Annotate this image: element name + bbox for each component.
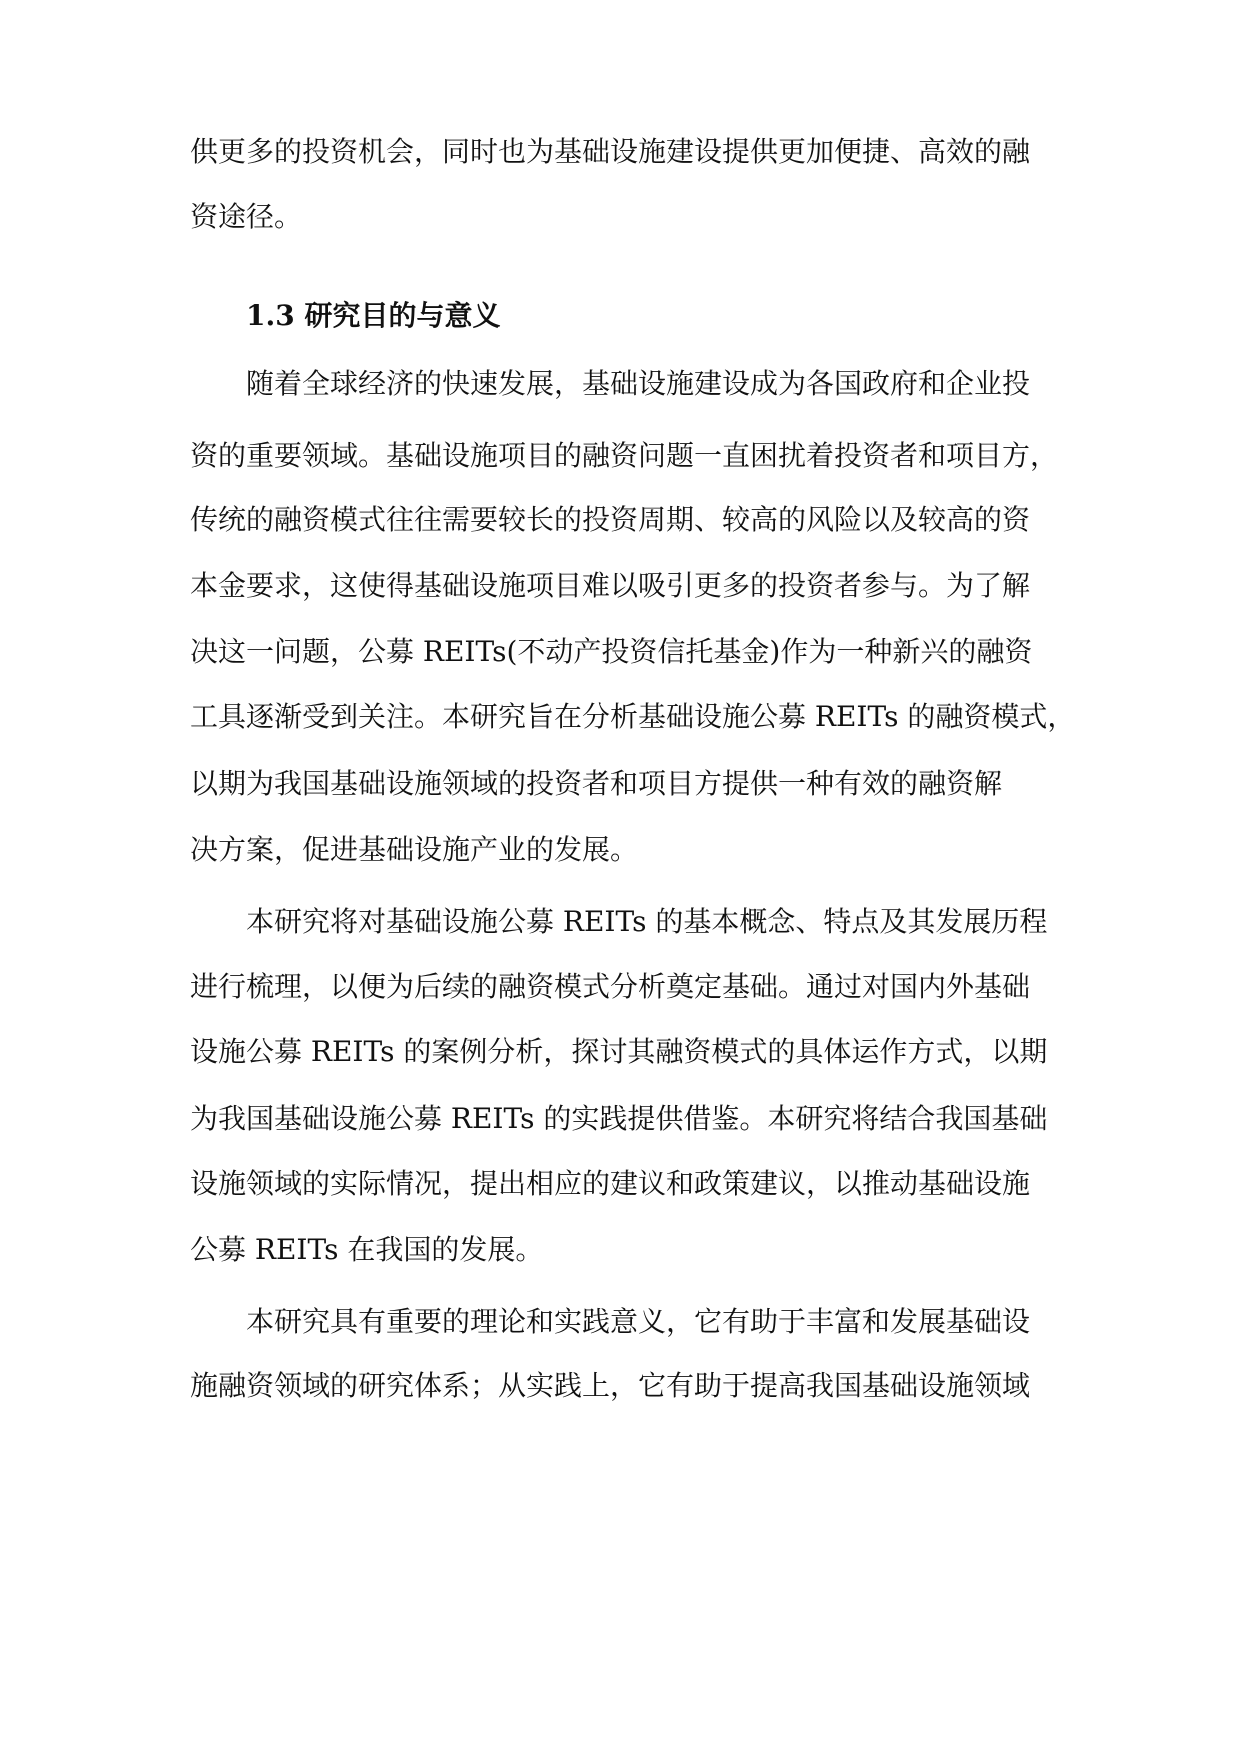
text-line: 进行梳理，以便为后续的融资模式分析奠定基础。通过对国内外基础 [190,970,1031,1003]
section-heading: 1.3 研究目的与意义 [246,299,501,332]
text-line: 传统的融资模式往往需要较长的投资周期、较高的风险以及较高的资 [190,503,1031,536]
text-line: 设施领域的实际情况，提出相应的建议和政策建议，以推动基础设施 [190,1167,1031,1200]
text-line: 本研究具有重要的理论和实践意义，它有助于丰富和发展基础设 [246,1305,1031,1338]
text-line: 本金要求，这使得基础设施项目难以吸引更多的投资者参与。为了解 [190,569,1031,602]
text-line: 工具逐渐受到关注。本研究旨在分析基础设施公募 REITs 的融资模式， [190,700,1076,733]
text-line: 设施公募 REITs 的案例分析，探讨其融资模式的具体运作方式，以期 [190,1035,1048,1068]
text-line: 施融资领域的研究体系；从实践上，它有助于提高我国基础设施领域 [190,1369,1031,1402]
text-line: 公募 REITs 在我国的发展。 [190,1233,544,1266]
text-line: 决方案，促进基础设施产业的发展。 [190,833,639,866]
text-line: 资途径。 [190,200,303,233]
text-line: 以期为我国基础设施领域的投资者和项目方提供一种有效的融资解 [190,767,1003,800]
text-line: 决这一问题，公募 REITs(不动产投资信托基金)作为一种新兴的融资 [190,635,1033,668]
text-line: 资的重要领域。基础设施项目的融资问题一直困扰着投资者和项目方， [190,439,1059,472]
text-line: 本研究将对基础设施公募 REITs 的基本概念、特点及其发展历程 [246,905,1048,938]
text-line: 随着全球经济的快速发展，基础设施建设成为各国政府和企业投 [246,367,1031,400]
text-line: 供更多的投资机会，同时也为基础设施建设提供更加便捷、高效的融 [190,135,1031,168]
text-line: 为我国基础设施公募 REITs 的实践提供借鉴。本研究将结合我国基础 [190,1102,1048,1135]
